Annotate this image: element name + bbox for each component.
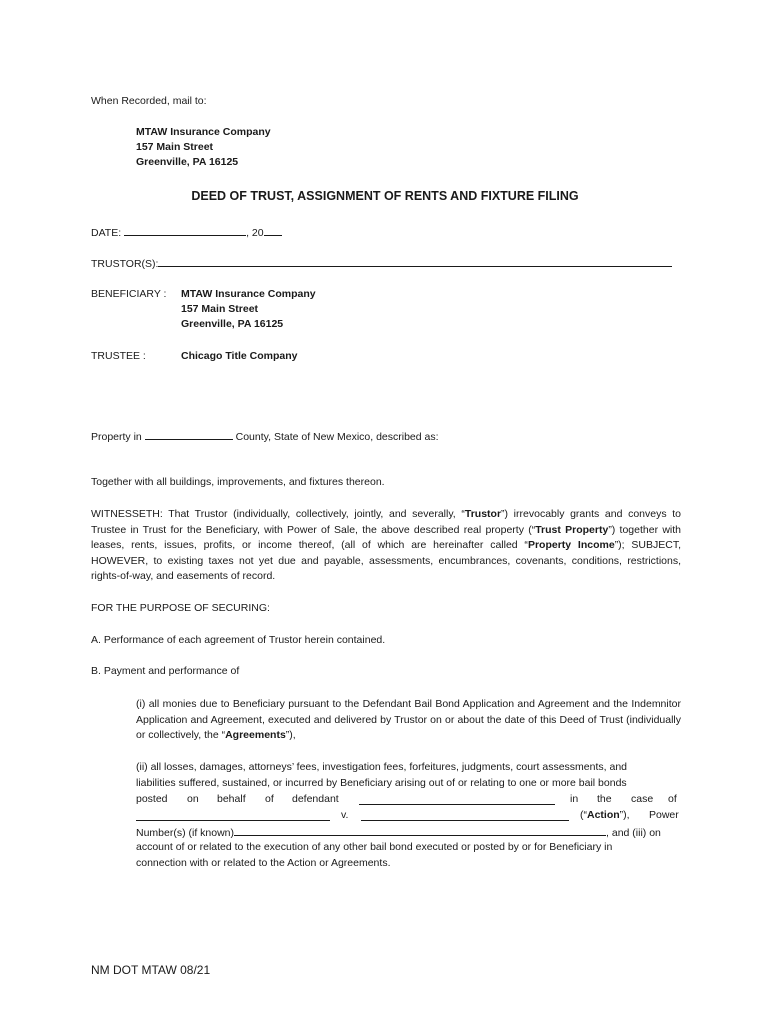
word-power: Power: [649, 809, 679, 821]
sub-ii-line-2: liabilities suffered, sustained, or incurred by Beneficiary arising out of or relating to one or more bail bonds: [136, 777, 627, 789]
defendant-blank[interactable]: [359, 794, 555, 805]
plaintiff-blank[interactable]: [136, 810, 330, 821]
beneficiary-street: 157 Main Street: [181, 303, 259, 315]
term-trust-property: Trust Property: [535, 523, 609, 536]
action-open: (“: [580, 809, 587, 821]
iii-text: , and (iii) on: [606, 827, 661, 839]
recorded-street: 157 Main Street: [136, 141, 214, 153]
trustee-name: Chicago Title Company: [181, 350, 298, 362]
word-in: in: [570, 793, 579, 805]
year-blank[interactable]: [264, 225, 282, 236]
sub-ii-line-7: connection with or related to the Action or Agreements.: [136, 857, 391, 869]
word-on: on: [187, 793, 199, 805]
word-v: v.: [341, 809, 349, 821]
form-footer: NM DOT MTAW 08/21: [91, 963, 211, 977]
document-title: DEED OF TRUST, ASSIGNMENT OF RENTS AND FIXTURE FILING: [191, 189, 579, 203]
word-posted: posted: [136, 793, 168, 805]
numbers-line: [136, 825, 661, 839]
recorded-city: Greenville, PA 16125: [136, 156, 239, 168]
beneficiary-label: BENEFICIARY :: [91, 288, 167, 300]
date-line: [91, 225, 282, 239]
date-year-prefix: , 20: [246, 227, 264, 239]
term-action: Action: [587, 809, 620, 821]
opponent-blank[interactable]: [361, 810, 569, 821]
case-numbers-blank[interactable]: [234, 825, 606, 836]
word-case: case: [631, 793, 654, 805]
sub-i-text-1: (i) all monies due to Beneficiary pursuant to the Defendant Bail Bond Application and Agreement and the Indemnitor Application and Agreement, executed and delivered by Trustor on or about the date of this Deed of Trust (individually or collectively, the “: [136, 698, 681, 742]
together-clause: Together with all buildings, improvements, and fixtures thereon.: [91, 476, 385, 488]
recorded-label: When Recorded, mail to:: [91, 95, 207, 107]
beneficiary-company: MTAW Insurance Company: [181, 288, 316, 300]
trustee-label: TRUSTEE :: [91, 350, 146, 362]
word-of-2: of: [668, 793, 677, 805]
term-property-income: Property Income: [527, 539, 615, 552]
trustors-label: TRUSTOR(S):: [91, 258, 159, 270]
sub-ii-line-6: account of or related to the execution of any other bail bond executed or posted by or for Beneficiary in: [136, 841, 613, 853]
action-definition: [580, 809, 630, 821]
sub-i-text-2: ”),: [285, 729, 296, 742]
property-line: [91, 429, 439, 443]
date-label: DATE:: [91, 227, 122, 239]
word-of: of: [265, 793, 274, 805]
witnesseth-text-2: ”) irrevocably grants and conveys to Trustee in Trust for the Beneficiary, with Power of Sale, the above described real property (“: [91, 508, 682, 536]
item-a: A. Performance of each agreement of Trustor herein contained.: [91, 634, 386, 646]
witnesseth-paragraph: [91, 507, 681, 585]
county-blank[interactable]: [145, 429, 233, 440]
sub-ii-line-1: (ii) all losses, damages, attorneys’ fees, investigation fees, forfeitures, judgments, court assessments, and: [136, 761, 628, 773]
word-defendant: defendant: [292, 793, 339, 805]
term-trustor: Trustor: [464, 508, 502, 520]
property-prefix: Property in: [91, 431, 142, 443]
action-close: ”),: [619, 809, 630, 821]
recorded-company: MTAW Insurance Company: [136, 126, 271, 138]
witnesseth-text-1: WITNESSETH: That Trustor (individually, collectively, jointly, and severally, “: [91, 508, 465, 520]
word-the: the: [597, 793, 612, 805]
purpose-heading: FOR THE PURPOSE OF SECURING:: [91, 602, 270, 614]
trustors-blank[interactable]: [158, 256, 672, 267]
property-suffix: County, State of New Mexico, described as:: [235, 431, 439, 443]
trustors-line: [91, 256, 672, 270]
date-blank[interactable]: [124, 225, 246, 236]
item-b: B. Payment and performance of: [91, 665, 240, 677]
numbers-label: Number(s) (if known): [136, 827, 235, 839]
beneficiary-city: Greenville, PA 16125: [181, 318, 284, 330]
term-agreements: Agreements: [225, 729, 286, 742]
witnesseth-text-4: ”); SUBJECT, HOWEVER, to existing taxes not yet due and payable, assessments, encumbrances, covenants, conditions, restrictions, rights-of-way, and easements of record.: [91, 539, 681, 583]
witnesseth-text-3: ”) together with leases, rents, issues, profits, or income thereof, (all of which are hereinafter called “: [91, 523, 681, 552]
word-behalf: behalf: [217, 793, 246, 805]
sub-item-i: [136, 697, 681, 744]
